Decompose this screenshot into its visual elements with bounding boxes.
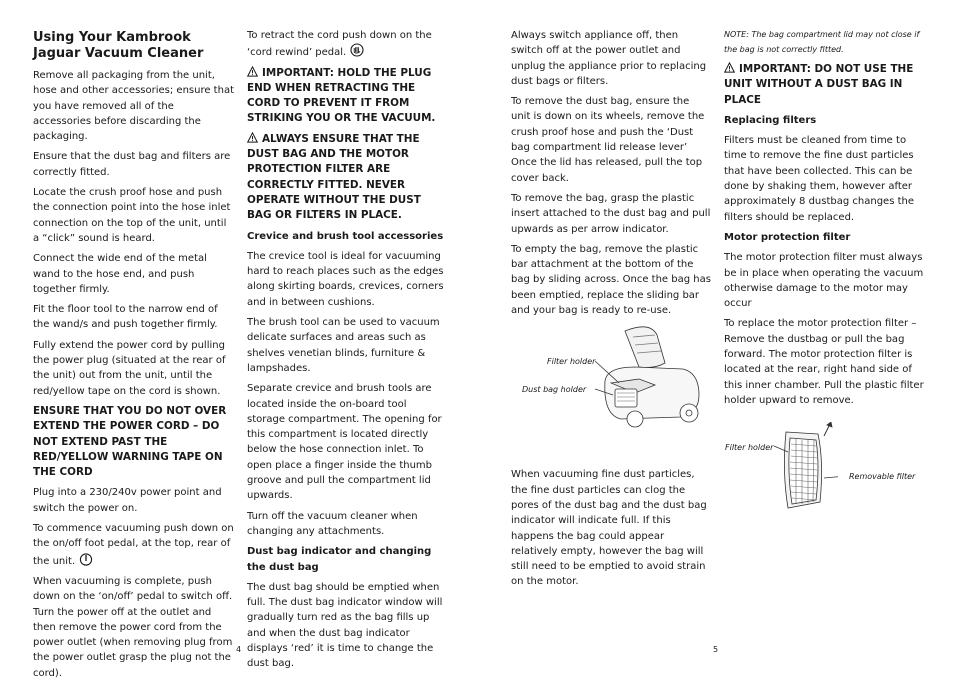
warning-text: IMPORTANT: DO NOT USE THE UNIT WITHOUT A DUST BAG IN PLACE bbox=[724, 63, 914, 106]
warning-filters bbox=[247, 132, 447, 224]
filter-illustration bbox=[768, 422, 838, 514]
warning-triangle-icon bbox=[724, 62, 735, 73]
paragraph: The motor protection filter must always be in place when operating the vacuum otherwise damage to the motor may occur bbox=[724, 252, 924, 310]
section-heading-crevice: Crevice and brush tool accessories bbox=[247, 230, 444, 242]
note: NOTE: The bag compartment lid may not close if the bag is not correctly fitted. bbox=[724, 30, 920, 54]
warning-text: ALWAYS ENSURE THAT THE DUST BAG AND THE MOTOR PROTECTION FILTER ARE CORRECTLY FITTED. NEVER OPERATE WITHOUT THE DUST BAG OR FILTERS IN PLACE. bbox=[247, 132, 421, 222]
paragraph: Always switch appliance off, then switch off at the power outlet and unplug the appliance prior to replacing dust bags or filters. bbox=[511, 30, 707, 87]
vacuum-illustration bbox=[595, 323, 705, 433]
vacuum-diagram bbox=[511, 323, 711, 461]
column-1 bbox=[33, 28, 235, 686]
paragraph: Remove all packaging from the unit, hose and other accessories; ensure that you have removed all of the accessories before discarding the packaging. bbox=[33, 70, 234, 143]
page-number-left: 4 bbox=[236, 645, 242, 654]
fig-label-dust-bag-holder: Dust bag holder bbox=[522, 385, 587, 395]
cord-warning: ENSURE THAT YOU DO NOT OVER EXTEND THE POWER CORD – DO NOT EXTEND PAST THE RED/YELLOW WARNING TAPE ON THE CORD bbox=[33, 404, 227, 479]
paragraph: Turn off the vacuum cleaner when changing any attachments. bbox=[247, 510, 418, 537]
filter-diagram bbox=[724, 420, 928, 520]
paragraph: To remove the dust bag, ensure the unit is down on its wheels, remove the crush proof hose and push the ‘Dust bag compartment lid release lever’ Once the lid has released, pull the top cover back. bbox=[511, 96, 705, 184]
paragraph: Fully extend the power cord by pulling the power plug (situated at the rear of the unit) out from the unit, until the red/yellow tape on the cord is shown. bbox=[33, 339, 226, 397]
cord-rewind-icon bbox=[350, 43, 364, 57]
paragraph: Fit the floor tool to the narrow end of the wand/s and push together firmly. bbox=[33, 304, 218, 331]
paragraph-power bbox=[33, 521, 235, 569]
column-2 bbox=[247, 28, 447, 677]
fig-label-filter-holder: Filter holder bbox=[725, 443, 774, 453]
warning-hold-plug bbox=[247, 66, 447, 127]
paragraph: The brush tool can be used to vacuum delicate surfaces and areas such as shelves venetian blinds, furniture & lampshades. bbox=[247, 317, 440, 374]
paragraph: To empty the bag, remove the plastic bar attachment at the bottom of the bag by sliding across. Once the bag has been emptied, replace the sliding bar and your bag is ready to re-use. bbox=[511, 243, 711, 317]
paragraph: Ensure that the dust bag and filters are correctly fitted. bbox=[33, 151, 231, 178]
paragraph: Filters must be cleaned from time to time to remove the fine dust particles that have been collected. This can be done by shaking them, however after approximately 8 dustbag changes the filters should be replaced. bbox=[724, 135, 914, 223]
warning-triangle-icon bbox=[247, 132, 258, 143]
paragraph: Locate the crush proof hose and push the connection point into the hose inlet connection on the top of the unit, until a “click” sound is heard. bbox=[33, 187, 231, 244]
fig-label-removable-filter: Removable filter bbox=[849, 472, 916, 482]
warning-text: IMPORTANT: HOLD THE PLUG END WHEN RETRACTING THE CORD TO PREVENT IT FROM STRIKING YOU OR THE VACUUM. bbox=[247, 66, 436, 125]
paragraph: The dust bag should be emptied when full. The dust bag indicator window will gradually turn red as the bag fills up and when the dust bag indicator displays ‘red’ it is time to change the dust bag. bbox=[247, 581, 443, 670]
page-title: Using Your Kambrook Jaguar Vacuum Cleaner bbox=[33, 30, 204, 61]
warning-triangle-icon bbox=[247, 66, 258, 77]
paragraph: Plug into a 230/240v power point and switch the power on. bbox=[33, 487, 222, 514]
column-3 bbox=[511, 28, 711, 595]
paragraph: When vacuuming is complete, push down on the ‘on/off’ pedal to switch off. Turn the power off at the outlet and then remove the power cord from the power outlet (when removing plug from the power outlet grasp the plug not the cord). bbox=[33, 575, 233, 679]
page-number-right: 5 bbox=[713, 645, 719, 654]
fig-label-filter-holder: Filter holder bbox=[547, 357, 596, 367]
paragraph: Separate crevice and brush tools are located inside the on-board tool storage compartment. The opening for this compartment is located directly below the hose connection inlet. To open place a finger inside the thumb groove and pull the compartment lid upwards. bbox=[247, 383, 442, 502]
section-heading-motor-filter: Motor protection filter bbox=[724, 231, 851, 243]
cord-rewind-paragraph bbox=[247, 28, 447, 61]
paragraph: Connect the wide end of the metal wand to the hose end, and push together firmly. bbox=[33, 253, 207, 295]
paragraph-text: To commence vacuuming push down on the on/off foot pedal, at the top, rear of the unit. bbox=[33, 523, 234, 567]
section-heading-replacing-filters: Replacing filters bbox=[724, 114, 817, 126]
paragraph: To remove the bag, grasp the plastic insert attached to the dust bag and pull upwards as per arrow indicator. bbox=[511, 192, 711, 235]
paragraph: When vacuuming fine dust particles, the fine dust particles can clog the pores of the dust bag and the dust bag indicator will indicate full. If this happens the bag could appear relatively empty, however the bag will still need to be emptied to avoid strain on the motor. bbox=[511, 469, 707, 588]
section-heading-dust-bag: Dust bag indicator and changing the dust bag bbox=[247, 546, 432, 573]
paragraph-text: To retract the cord push down on the ‘cord rewind’ pedal. bbox=[247, 30, 432, 59]
column-4 bbox=[724, 28, 928, 520]
power-icon bbox=[79, 552, 93, 566]
warning-no-dust-bag bbox=[724, 62, 928, 108]
paragraph: The crevice tool is ideal for vacuuming hard to reach places such as the edges along skirting boards, crevices, corners and in between cushions. bbox=[247, 250, 444, 308]
paragraph: To replace the motor protection filter – Remove the dustbag or pull the bag forward. The motor protection filter is located at the rear, right hand side of this inner chamber. Pull the plastic filter holder upward to remove. bbox=[724, 318, 924, 406]
